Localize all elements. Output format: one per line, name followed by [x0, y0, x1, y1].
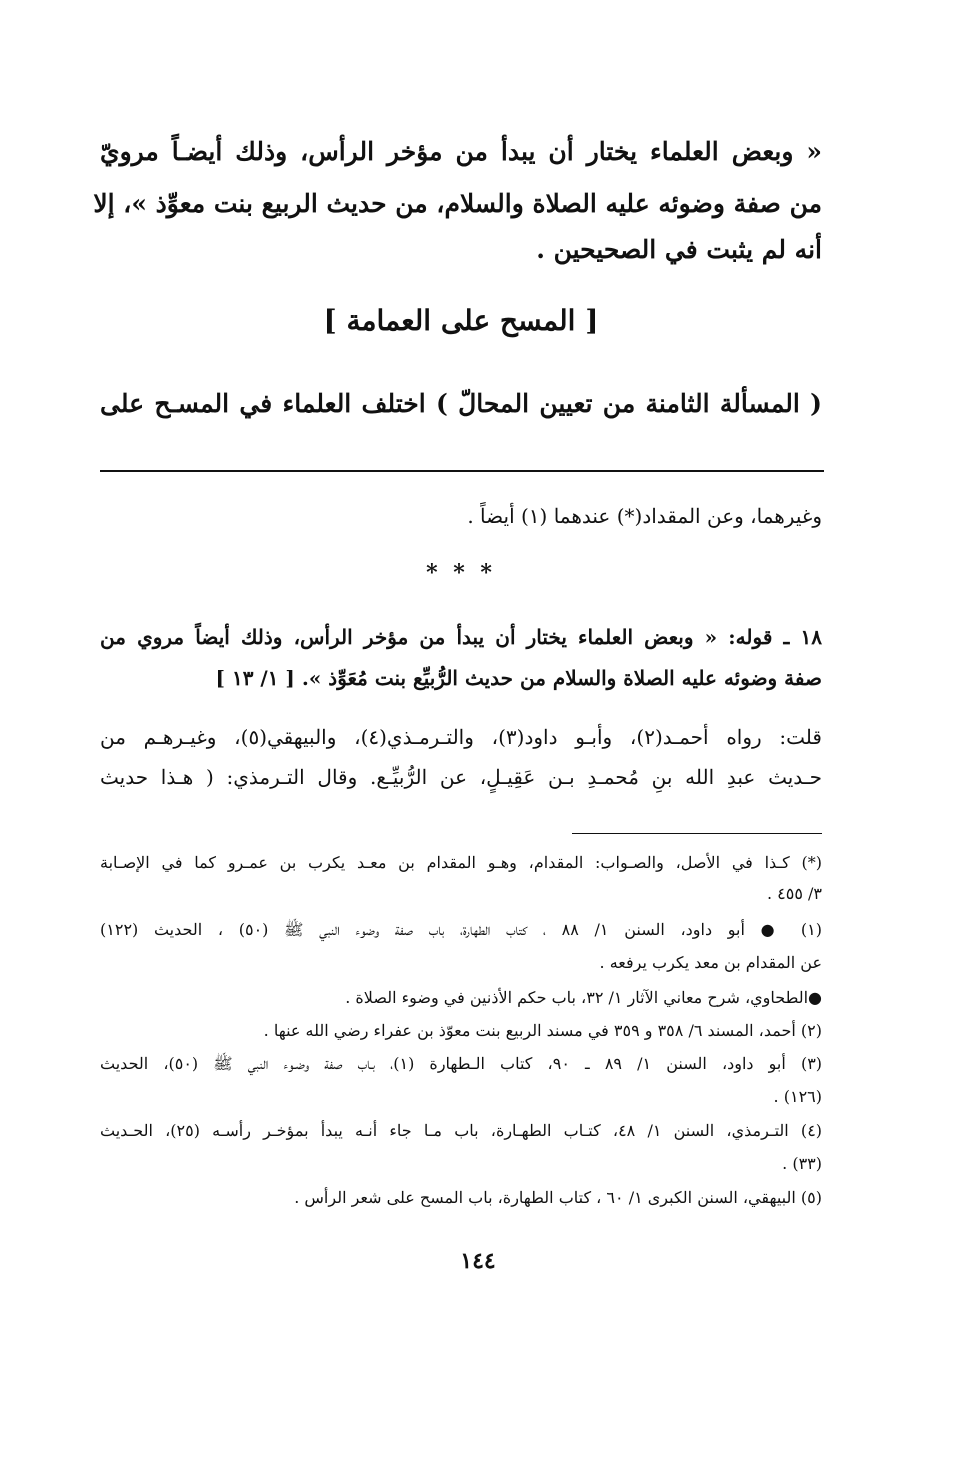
footnote-1-line-2: عن المقدام بن معد يكرب يرفعه . [599, 953, 822, 972]
question-line: ( المسألة الثامنة من تعيين المحالّ ) اختلف العلماء في المسـح على [100, 389, 822, 418]
footnote-1-line-1: (١) ● أبو داود، السنن ١/ ٨٨ ، كتاب الطهارة، باب صفة وضوء النبي ﷺ (٥٠) ، الحديث (١٢٢) [100, 920, 822, 939]
comment-line-2: صفة وضوئه عليه الصلاة والسلام من حديث الرُّبيِّع بنت مُعَوِّذ ». [ ١/ ١٣ ] [215, 666, 822, 690]
footnote-1-line-3: ●الطحاوي، شرح معاني الآثار ١/ ٣٢، باب حكم الأذنين في وضوء الصلاة . [345, 988, 822, 1007]
footnote-3-line-1: (٣) أبو داود، السنن ١/ ٨٩ ـ ٩٠، كتاب الـطهارة (١)، بـاب صفة وضـوء النبي ﷺ (٥٠)، الحديث [100, 1054, 823, 1073]
footnote-3-line-2: (١٢٦) . [773, 1087, 822, 1106]
footnote-divider [572, 833, 822, 834]
separator-stars: * * * [426, 560, 496, 586]
page-number: ١٤٤ [460, 1248, 496, 1274]
footnote-4-line-1: (٤) التـرمذي، السنن ١/ ٤٨، كتـاب الطهـارة، باب مـا جاء أنـه يبدأ بمؤخـر رأسـه (٢٥)، الحـديث [100, 1121, 823, 1140]
comment-line-4: حـديث عبدِ الله بنِ مُحمـدِ بـن عَقِيـلٍ، عن الرُّبيِّـع. وقال التـرمذي: ( هـذا حديث [100, 765, 822, 789]
main-text-line-3: أنه لم يثبت في الصحيحين . [536, 235, 822, 264]
comment-line-3: قلت: رواه أحمـد(٢)، وأبـو داود(٣)، والتـرمـذي(٤)، والبيهقي(٥)، وغيـرهـم من [100, 725, 822, 749]
footnote-star-line-2: ٣/ ٤٥٥ . [766, 884, 822, 903]
main-text-line-1: « وبعض العلماء يختار أن يبدأ من مؤخر الرأس، وذلك أيضـاً مرويّ [100, 137, 822, 166]
comment-line-1: ١٨ ـ قوله: « وبعض العلماء يختار أن يبدأ من مؤخر الرأس، وذلك أيضاً مروي من [100, 625, 822, 649]
top-footnote: وغيرهما، وعن المقداد(*) عندهما (١) أيضاً . [467, 504, 822, 528]
main-text-divider [100, 470, 824, 472]
section-heading: [ المسح على العمامة ] [323, 304, 599, 337]
footnote-star-line-1: (*) كـذا في الأصل، والصـواب: المقدام، وهـو المقدام بن معـد يكرب بن عمـرو كما في الإصـابة [100, 853, 822, 872]
footnote-4-line-2: (٣٣) . [782, 1154, 822, 1173]
footnote-5: (٥) البيهقي، السنن الكبرى ١/ ٦٠ ، كتاب الطهارة، باب المسح على شعر الرأس . [294, 1188, 822, 1207]
footnote-2: (٢) أحمد، المسند ٦/ ٣٥٨ و ٣٥٩ في مسند الربيع بنت معوّذ بن عفراء رضي الله عنها . [263, 1021, 822, 1040]
main-text-line-2: من صفة وضوئه عليه الصلاة والسلام، من حديث الربيع بنت معوِّذ »، إلا [93, 189, 822, 218]
